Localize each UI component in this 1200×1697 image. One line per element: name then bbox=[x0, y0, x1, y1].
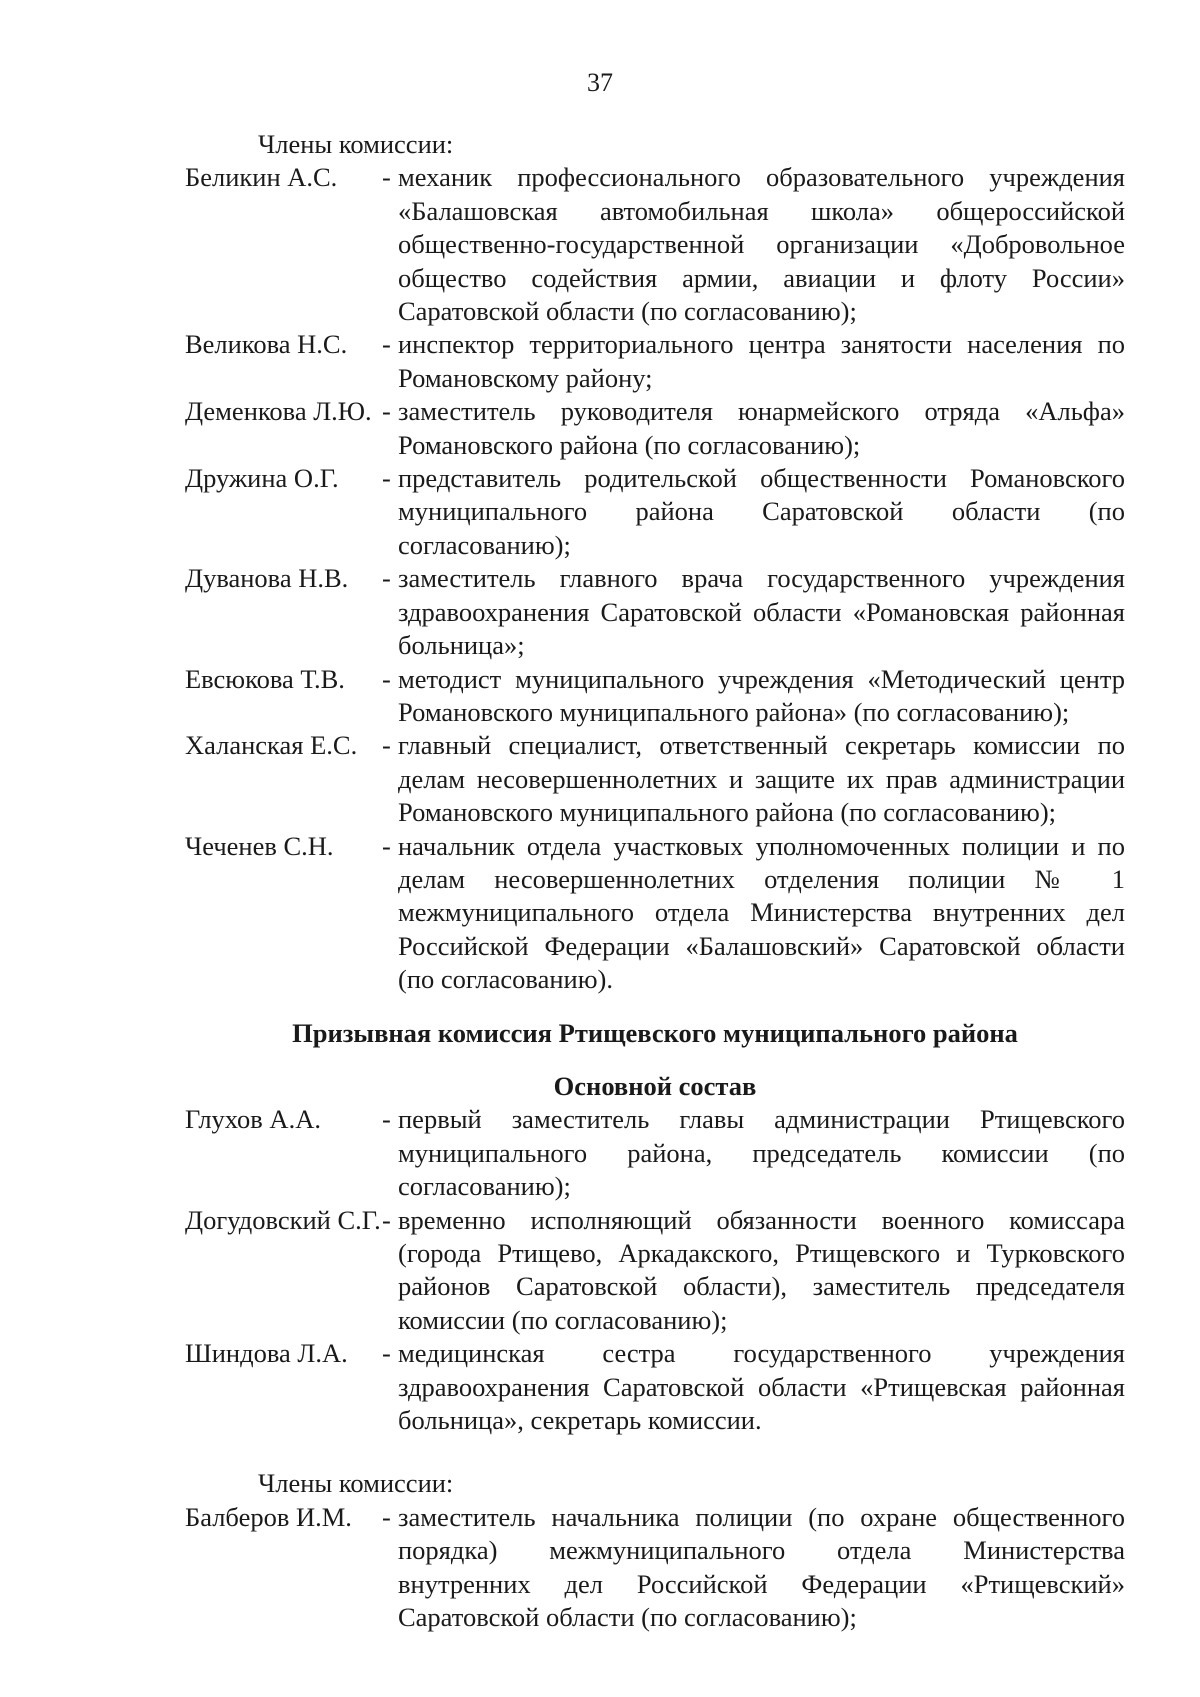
person-role: инспектор территориального центра занятости населения по Романовскому району; bbox=[398, 329, 1125, 393]
person-entry bbox=[185, 1204, 1125, 1338]
dash-separator: - bbox=[382, 1501, 391, 1532]
dash-separator: - bbox=[382, 1338, 391, 1369]
person-entry bbox=[185, 161, 1125, 328]
dash-separator: - bbox=[382, 563, 391, 594]
members-list bbox=[185, 161, 1125, 996]
members-list-2 bbox=[185, 1501, 1125, 1635]
person-name: Халанская Е.С. bbox=[185, 730, 358, 761]
person-entry bbox=[185, 1103, 1125, 1203]
person-name: Догудовский С.Г. bbox=[185, 1204, 381, 1235]
person-name: Деменкова Л.Ю. bbox=[185, 396, 372, 427]
dash-separator: - bbox=[382, 162, 391, 193]
person-name: Шиндова Л.А. bbox=[185, 1338, 348, 1369]
members-heading: Члены комиссии: bbox=[258, 129, 454, 159]
section-title: Призывная комиссия Ртищевского муниципального района bbox=[292, 1017, 1018, 1048]
person-role: главный специалист, ответственный секретарь комиссии по делам несовершеннолетних и защите их прав администрации Романовского муниципального района (по согласованию); bbox=[398, 730, 1125, 828]
person-name: Дуванова Н.В. bbox=[185, 563, 349, 594]
person-name: Великова Н.С. bbox=[185, 329, 348, 360]
person-entry bbox=[185, 729, 1125, 829]
document-content bbox=[185, 128, 1125, 1634]
person-entry bbox=[185, 395, 1125, 462]
person-role: представитель родительской общественности Романовского муниципального района Саратовской области (по согласованию); bbox=[398, 463, 1125, 560]
dash-separator: - bbox=[382, 663, 391, 694]
person-role: заместитель начальника полиции (по охране общественного порядка) межмуниципального отдела Министерства внутренних дел Российской Федерации «Ртищевский» Саратовской области (по согласованию); bbox=[398, 1501, 1125, 1633]
person-role: механик профессионального образовательного учреждения «Балашовская автомобильная школа» общероссийской общественно-государственной организации «Добровольное общество содействия армии, авиации и флоту России» Саратовской области (по согласованию); bbox=[398, 162, 1125, 327]
section-subtitle: Основной состав bbox=[553, 1070, 757, 1101]
person-entry bbox=[185, 562, 1125, 662]
person-name: Глухов А.А. bbox=[185, 1104, 321, 1135]
person-name: Дружина О.Г. bbox=[185, 463, 339, 494]
dash-separator: - bbox=[382, 730, 391, 761]
main-composition-list bbox=[185, 1103, 1125, 1437]
person-entry bbox=[185, 1337, 1125, 1437]
person-role: первый заместитель главы администрации Ртищевского муниципального района, председатель комиссии (по согласованию); bbox=[398, 1104, 1125, 1202]
members-heading-2: Члены комиссии: bbox=[258, 1468, 454, 1499]
dash-separator: - bbox=[382, 396, 391, 427]
person-name: Беликин А.С. bbox=[185, 162, 338, 193]
person-role: заместитель главного врача государственного учреждения здравоохранения Саратовской области «Романовская районная больница»; bbox=[398, 563, 1125, 661]
dash-separator: - bbox=[382, 1204, 391, 1235]
person-role: начальник отдела участковых уполномоченных полиции и по делам несовершеннолетних отделения полиции № 1 межмуниципального отдела Министерства внутренних дел Российской Федерации «Балашовский» Саратовской области (по согласованию). bbox=[398, 830, 1125, 995]
person-role: временно исполняющий обязанности военного комиссара (города Ртищево, Аркадакского, Ртищевского и Турковского районов Саратовской области), заместитель председателя комиссии (по согласованию); bbox=[398, 1204, 1125, 1335]
person-role: заместитель руководителя юнармейского отряда «Альфа» Романовского района (по согласованию); bbox=[398, 396, 1125, 460]
person-name: Евсюкова Т.В. bbox=[185, 663, 345, 694]
dash-separator: - bbox=[382, 329, 391, 360]
person-entry bbox=[185, 328, 1125, 395]
person-name: Чеченев С.Н. bbox=[185, 830, 334, 861]
dash-separator: - bbox=[382, 830, 391, 861]
page-number: 37 bbox=[587, 68, 613, 97]
dash-separator: - bbox=[382, 1104, 391, 1135]
dash-separator: - bbox=[382, 463, 391, 494]
person-entry bbox=[185, 830, 1125, 997]
person-role: методист муниципального учреждения «Методический центр Романовского муниципального района» (по согласованию); bbox=[398, 663, 1125, 727]
person-entry bbox=[185, 462, 1125, 562]
person-role: медицинская сестра государственного учреждения здравоохранения Саратовской области «Ртищевская районная больница», секретарь комиссии. bbox=[398, 1338, 1125, 1436]
person-entry bbox=[185, 663, 1125, 730]
person-name: Балберов И.М. bbox=[185, 1501, 352, 1532]
person-entry bbox=[185, 1501, 1125, 1635]
